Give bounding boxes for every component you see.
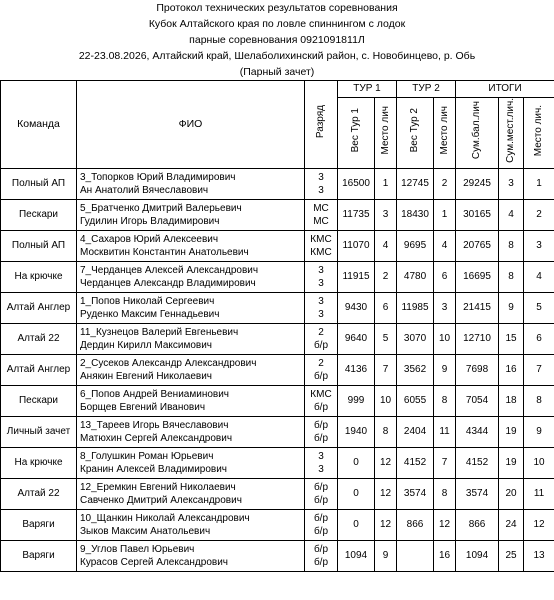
weight-tour1-cell: 999 <box>338 385 375 416</box>
table-row <box>1 416 554 447</box>
final-place-cell: 7 <box>524 354 554 385</box>
weight-tour2-cell: 4780 <box>397 261 434 292</box>
final-place-cell: 1 <box>524 168 554 199</box>
weight-tour2-cell <box>397 540 434 571</box>
participant-name: 1_Попов Николай Сергеевич <box>80 295 215 307</box>
participant-name: 9_Углов Павел Юрьевич <box>80 543 195 555</box>
weight-tour1-cell: 11070 <box>338 230 375 261</box>
final-place-cell: 5 <box>524 292 554 323</box>
column-group-totals: ИТОГИ <box>456 81 554 98</box>
column-header-weight-tour2-label: Вес Тур 2 <box>409 108 421 153</box>
weight-tour2-cell: 2404 <box>397 416 434 447</box>
column-header-weight-tour1 <box>338 98 375 169</box>
column-header-weight-tour1-label: Вес Тур 1 <box>350 108 361 153</box>
participant-name: Руденко Максим Геннадьевич <box>80 308 220 320</box>
column-header-place-tour1 <box>375 98 397 169</box>
participant-rank: 3 <box>318 264 324 276</box>
sum-places-cell: 18 <box>499 385 524 416</box>
final-place-cell: 11 <box>524 478 554 509</box>
final-place-cell: 13 <box>524 540 554 571</box>
participant-rank: 3 <box>318 171 324 183</box>
place-tour1-cell: 12 <box>375 478 397 509</box>
team-cell: Личный зачет <box>1 416 77 447</box>
place-tour2-cell: 16 <box>434 540 456 571</box>
participant-rank: МС <box>313 215 329 227</box>
participant-rank: б/р <box>313 370 329 382</box>
column-header-rank-label: Разряд <box>315 105 326 139</box>
weight-tour1-cell: 9640 <box>338 323 375 354</box>
column-header-sum-places <box>499 98 524 169</box>
participant-name: Ан Анатолий Вячеславович <box>80 184 209 196</box>
competition-code: парные соревнования 0921091811Л <box>189 34 365 46</box>
sum-points-cell: 12710 <box>456 323 499 354</box>
table-row <box>1 292 554 323</box>
column-group-tour2: ТУР 2 <box>397 81 456 98</box>
participant-rank: б/р <box>313 401 329 413</box>
participant-name: 2_Сусеков Александр Александрович <box>80 357 257 369</box>
participant-name: 6_Попов Андрей Вениаминович <box>80 388 230 400</box>
column-header-team: Команда <box>1 81 77 169</box>
rank-cell <box>305 292 338 323</box>
weight-tour1-cell: 0 <box>338 509 375 540</box>
rank-cell <box>305 323 338 354</box>
team-cell: Полный АП <box>1 168 77 199</box>
sum-places-cell: 15 <box>499 323 524 354</box>
participant-name: Кранин Алексей Владимирович <box>80 463 228 475</box>
place-tour1-cell: 3 <box>375 199 397 230</box>
place-tour1-cell: 7 <box>375 354 397 385</box>
participant-rank: б/р <box>313 494 329 506</box>
participant-name: Савченко Дмитрий Александрович <box>80 494 242 506</box>
sum-points-cell: 16695 <box>456 261 499 292</box>
weight-tour2-cell: 18430 <box>397 199 434 230</box>
place-tour1-cell: 12 <box>375 509 397 540</box>
table-row <box>1 447 554 478</box>
table-row <box>1 199 554 230</box>
table-row <box>1 540 554 571</box>
place-tour1-cell: 8 <box>375 416 397 447</box>
team-cell: На крючке <box>1 261 77 292</box>
place-tour2-cell: 8 <box>434 478 456 509</box>
weight-tour2-cell: 4152 <box>397 447 434 478</box>
rank-cell <box>305 385 338 416</box>
rank-cell <box>305 230 338 261</box>
weight-tour2-cell: 3562 <box>397 354 434 385</box>
participant-name: 11_Кузнецов Валерий Евгеньевич <box>80 326 239 338</box>
competition-name: Кубок Алтайского края по ловле спиннингом с лодок <box>148 18 406 30</box>
team-cell: Полный АП <box>1 230 77 261</box>
rank-cell <box>305 447 338 478</box>
participant-rank: 3 <box>318 277 324 289</box>
sum-places-cell: 19 <box>499 447 524 478</box>
weight-tour2-cell: 6055 <box>397 385 434 416</box>
weight-tour2-cell: 9695 <box>397 230 434 261</box>
place-tour1-cell: 12 <box>375 447 397 478</box>
final-place-cell: 8 <box>524 385 554 416</box>
sum-places-cell: 3 <box>499 168 524 199</box>
protocol-title: Протокол технических результатов соревнования <box>156 2 398 14</box>
participant-rank: 2 <box>318 326 324 338</box>
weight-tour2-cell: 3574 <box>397 478 434 509</box>
place-tour1-cell: 6 <box>375 292 397 323</box>
rank-cell <box>305 354 338 385</box>
team-cell: Алтай Англер <box>1 354 77 385</box>
column-header-sum-points-label: Сум.бал.лич <box>471 101 483 160</box>
fio-cell <box>77 416 305 447</box>
rank-cell <box>305 478 338 509</box>
participant-rank: б/р <box>313 481 329 493</box>
column-header-final-place <box>524 98 554 169</box>
sum-places-cell: 8 <box>499 261 524 292</box>
column-header-final-place-label: Место лич. <box>533 104 545 157</box>
weight-tour1-cell: 9430 <box>338 292 375 323</box>
participant-rank: б/р <box>313 339 329 351</box>
sum-places-cell: 9 <box>499 292 524 323</box>
participant-rank: б/р <box>313 556 329 568</box>
sum-places-cell: 8 <box>499 230 524 261</box>
table-row <box>1 230 554 261</box>
table-row <box>1 478 554 509</box>
fio-cell <box>77 509 305 540</box>
participant-rank: б/р <box>313 525 329 537</box>
sum-places-cell: 25 <box>499 540 524 571</box>
place-tour2-cell: 9 <box>434 354 456 385</box>
fio-cell <box>77 540 305 571</box>
participant-rank: КМС <box>310 388 332 400</box>
participant-name: Анякин Евгений Николаевич <box>80 370 213 382</box>
final-place-cell: 2 <box>524 199 554 230</box>
competition-date-place: 22-23.08.2026, Алтайский край, Шелаболихинский район, с. Новобинцево, р. Обь <box>78 50 476 62</box>
weight-tour1-cell: 1094 <box>338 540 375 571</box>
rank-cell <box>305 199 338 230</box>
final-place-cell: 6 <box>524 323 554 354</box>
participant-rank: б/р <box>313 419 329 431</box>
participant-name: 7_Черданцев Алексей Александрович <box>80 264 259 276</box>
sum-places-cell: 20 <box>499 478 524 509</box>
place-tour2-cell: 7 <box>434 447 456 478</box>
sum-points-cell: 4152 <box>456 447 499 478</box>
weight-tour1-cell: 0 <box>338 478 375 509</box>
column-header-place-tour1-label: Место лич <box>379 106 391 155</box>
place-tour2-cell: 4 <box>434 230 456 261</box>
participant-name: 5_Братченко Дмитрий Валерьевич <box>80 202 242 214</box>
team-cell: Пескари <box>1 199 77 230</box>
participant-rank: б/р <box>313 432 329 444</box>
team-cell: Алтай Англер <box>1 292 77 323</box>
fio-cell <box>77 168 305 199</box>
fio-cell <box>77 230 305 261</box>
participant-name: 13_Тареев Игорь Вячеславович <box>80 419 229 431</box>
fio-cell <box>77 385 305 416</box>
place-tour2-cell: 8 <box>434 385 456 416</box>
team-cell: Варяги <box>1 509 77 540</box>
rank-cell <box>305 261 338 292</box>
weight-tour1-cell: 1940 <box>338 416 375 447</box>
sum-points-cell: 3574 <box>456 478 499 509</box>
weight-tour1-cell: 16500 <box>338 168 375 199</box>
weight-tour2-cell: 3070 <box>397 323 434 354</box>
fio-cell <box>77 199 305 230</box>
participant-name: Москвитин Константин Анатольевич <box>80 246 249 258</box>
weight-tour2-cell: 866 <box>397 509 434 540</box>
fio-cell <box>77 478 305 509</box>
table-row <box>1 385 554 416</box>
column-header-place-tour2-label: Место лич <box>438 106 450 155</box>
place-tour1-cell: 10 <box>375 385 397 416</box>
participant-name: Матюхин Сергей Александрович <box>80 432 233 444</box>
sum-points-cell: 7054 <box>456 385 499 416</box>
place-tour2-cell: 2 <box>434 168 456 199</box>
participant-rank: б/р <box>313 543 329 555</box>
place-tour1-cell: 2 <box>375 261 397 292</box>
team-cell: На крючке <box>1 447 77 478</box>
table-row <box>1 354 554 385</box>
rank-cell <box>305 416 338 447</box>
fio-cell <box>77 261 305 292</box>
participant-rank: 3 <box>318 184 324 196</box>
participant-name: Дердин Кирилл Максимович <box>80 339 213 351</box>
fio-cell <box>77 323 305 354</box>
participant-rank: МС <box>313 202 329 214</box>
rank-cell <box>305 168 338 199</box>
table-row <box>1 261 554 292</box>
column-header-fio: ФИО <box>77 81 305 169</box>
fio-cell <box>77 292 305 323</box>
team-cell: Пескари <box>1 385 77 416</box>
participant-rank: 3 <box>318 450 324 462</box>
place-tour2-cell: 6 <box>434 261 456 292</box>
sum-points-cell: 29245 <box>456 168 499 199</box>
place-tour2-cell: 12 <box>434 509 456 540</box>
column-header-weight-tour2 <box>397 98 434 169</box>
participant-name: 10_Щанкин Николай Александрович <box>80 512 250 524</box>
team-cell: Алтай 22 <box>1 478 77 509</box>
results-table <box>0 80 554 572</box>
team-cell: Алтай 22 <box>1 323 77 354</box>
place-tour1-cell: 4 <box>375 230 397 261</box>
participant-name: Зыков Максим Анатольевич <box>80 525 211 537</box>
column-header-rank <box>305 81 338 169</box>
sum-points-cell: 4344 <box>456 416 499 447</box>
participant-rank: КМС <box>310 246 332 258</box>
table-row <box>1 168 554 199</box>
place-tour2-cell: 10 <box>434 323 456 354</box>
participant-name: 4_Сахаров Юрий Алексеевич <box>80 233 219 245</box>
participant-name: 8_Голушкин Роман Юрьевич <box>80 450 214 462</box>
place-tour1-cell: 9 <box>375 540 397 571</box>
sum-places-cell: 16 <box>499 354 524 385</box>
participant-rank: 3 <box>318 308 324 320</box>
place-tour2-cell: 1 <box>434 199 456 230</box>
participant-name: Гудилин Игорь Владимирович <box>80 215 220 227</box>
participant-rank: б/р <box>313 512 329 524</box>
place-tour2-cell: 11 <box>434 416 456 447</box>
final-place-cell: 4 <box>524 261 554 292</box>
weight-tour1-cell: 11915 <box>338 261 375 292</box>
weight-tour2-cell: 11985 <box>397 292 434 323</box>
team-cell: Варяги <box>1 540 77 571</box>
weight-tour1-cell: 4136 <box>338 354 375 385</box>
sum-places-cell: 24 <box>499 509 524 540</box>
sum-points-cell: 30165 <box>456 199 499 230</box>
table-row <box>1 509 554 540</box>
final-place-cell: 12 <box>524 509 554 540</box>
sum-places-cell: 4 <box>499 199 524 230</box>
participant-name: Курасов Сергей Александрович <box>80 556 229 568</box>
participant-name: Черданцев Александр Владимирович <box>80 277 256 289</box>
sum-points-cell: 866 <box>456 509 499 540</box>
rank-cell <box>305 509 338 540</box>
weight-tour1-cell: 11735 <box>338 199 375 230</box>
final-place-cell: 3 <box>524 230 554 261</box>
column-header-sum-points <box>456 98 499 169</box>
weight-tour2-cell: 12745 <box>397 168 434 199</box>
column-group-tour1: ТУР 1 <box>338 81 397 98</box>
standings-type: (Парный зачет) <box>239 66 315 78</box>
column-header-sum-places-label: Сум.мест.лич. <box>505 98 517 163</box>
final-place-cell: 9 <box>524 416 554 447</box>
sum-points-cell: 20765 <box>456 230 499 261</box>
place-tour1-cell: 5 <box>375 323 397 354</box>
rank-cell <box>305 540 338 571</box>
participant-name: 3_Топорков Юрий Владимирович <box>80 171 236 183</box>
place-tour2-cell: 3 <box>434 292 456 323</box>
fio-cell <box>77 354 305 385</box>
sum-points-cell: 1094 <box>456 540 499 571</box>
participant-rank: 2 <box>318 357 324 369</box>
participant-name: 12_Еремкин Евгений Николаевич <box>80 481 236 493</box>
results-table-body <box>1 168 554 571</box>
weight-tour1-cell: 0 <box>338 447 375 478</box>
fio-cell <box>77 447 305 478</box>
participant-rank: 3 <box>318 463 324 475</box>
place-tour1-cell: 1 <box>375 168 397 199</box>
sum-points-cell: 21415 <box>456 292 499 323</box>
column-header-place-tour2 <box>434 98 456 169</box>
sum-points-cell: 7698 <box>456 354 499 385</box>
table-row <box>1 323 554 354</box>
participant-rank: КМС <box>310 233 332 245</box>
participant-rank: 3 <box>318 295 324 307</box>
participant-name: Борщев Евгений Иванович <box>80 401 206 413</box>
sum-places-cell: 19 <box>499 416 524 447</box>
final-place-cell: 10 <box>524 447 554 478</box>
